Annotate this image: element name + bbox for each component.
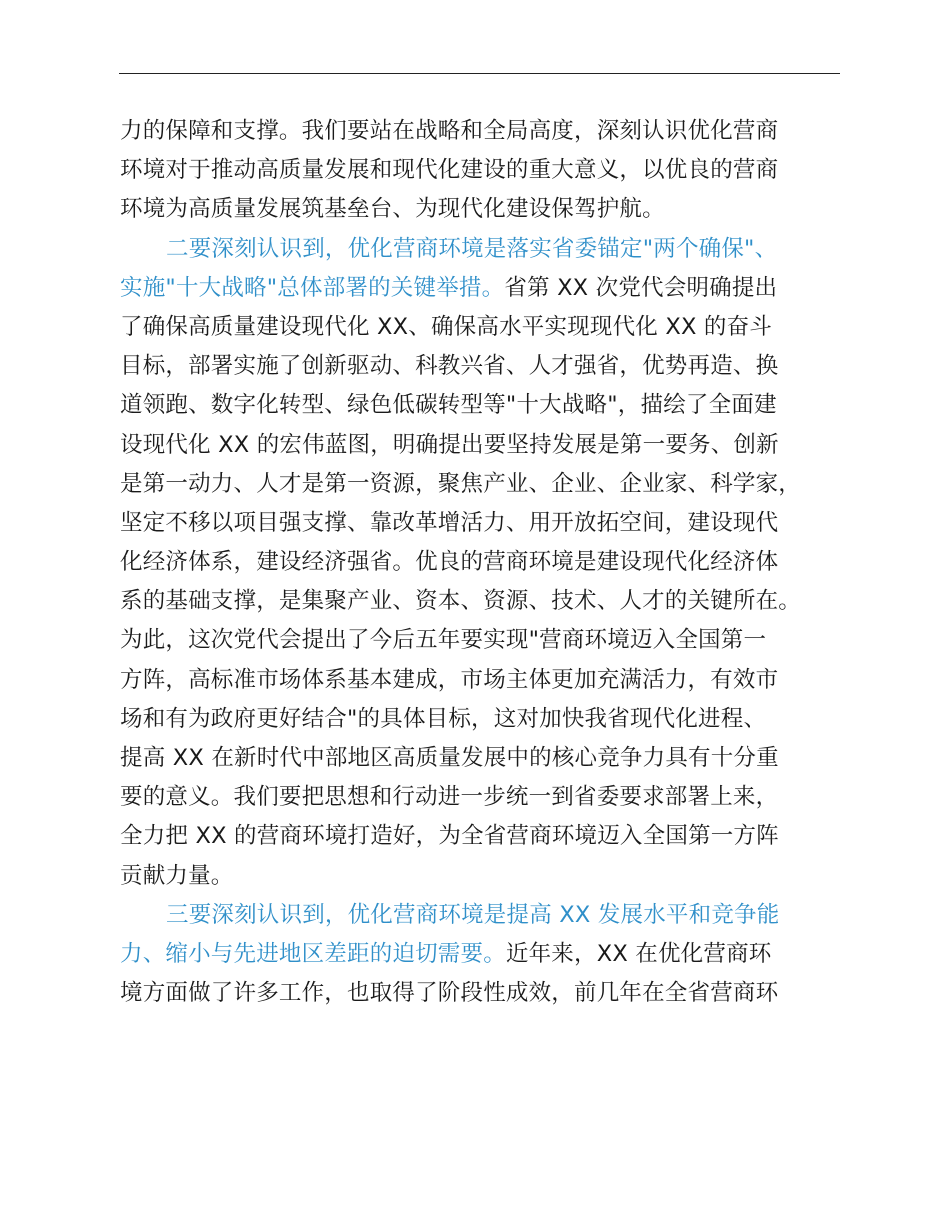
text-line	[120, 739, 840, 778]
text-line	[120, 190, 840, 229]
text-line	[120, 621, 840, 660]
body-text-segment: 力的保障和支撑。我们要站在战略和全局高度，深刻认识优化营商	[120, 118, 779, 144]
text-line	[120, 269, 840, 308]
body-text-segment: 场和有为政府更好结合"的具体目标，这对加快我省现代化进程、	[120, 705, 767, 732]
text-line	[120, 582, 840, 621]
body-text-segment: 近年来，XX 在优化营商环	[505, 940, 772, 967]
body-text-segment: 方阵，高标准市场体系基本建成，市场主体更加充满活力，有效市	[120, 666, 779, 693]
text-line	[120, 543, 840, 582]
body-text-segment: 贡献力量。	[120, 862, 234, 889]
text-line	[120, 230, 840, 269]
text-line	[120, 661, 840, 700]
text-line	[120, 778, 840, 817]
body-text-segment: 境方面做了许多工作，也取得了阶段性成效，前几年在全省营商环	[120, 980, 779, 1007]
text-line	[120, 857, 840, 896]
text-line	[120, 426, 840, 465]
text-line	[120, 935, 840, 974]
highlighted-heading-text: 实施"十大战略"总体部署的关键举措。	[120, 274, 505, 301]
body-text-segment: 系的基础支撑，是集聚产业、资本、资源、技术、人才的关键所在。	[120, 588, 802, 615]
text-line	[120, 974, 840, 1013]
body-text-segment: 省第 XX 次党代会明确提出	[504, 274, 778, 301]
body-text-segment: 道领跑、数字化转型、绿色低碳转型等"十大战略"，描绘了全面建	[120, 392, 777, 419]
text-line	[120, 112, 840, 151]
body-text-segment: 为此，这次党代会提出了今后五年要实现"营商环境迈入全国第一	[120, 627, 767, 654]
text-line	[120, 700, 840, 739]
text-line	[120, 504, 840, 543]
body-text-segment: 环境对于推动高质量发展和现代化建设的重大意义，以优良的营商	[120, 157, 779, 184]
body-text-segment: 环境为高质量发展筑基垒台、为现代化建设保驾护航。	[120, 196, 665, 223]
body-text-segment: 设现代化 XX 的宏伟蓝图，明确提出要坚持发展是第一要务、创新	[120, 431, 779, 458]
highlighted-heading-text: 力、缩小与先进地区差距的迫切需要。	[120, 940, 506, 967]
body-text-segment: 化经济体系，建设经济强省。优良的营商环境是建设现代化经济体	[120, 549, 779, 576]
body-text-segment: 是第一动力、人才是第一资源，聚焦产业、企业、企业家、科学家，	[120, 470, 802, 497]
body-text-segment: 目标，部署实施了创新驱动、科教兴省、人才强省，优势再造、换	[120, 353, 779, 380]
text-line	[120, 347, 840, 386]
text-line	[120, 151, 840, 190]
highlighted-heading-text: 三要深刻认识到，优化营商环境是提高 XX 发展水平和竞争能	[166, 901, 780, 928]
highlighted-heading-text: 二要深刻认识到，优化营商环境是落实省委锚定"两个确保"、	[166, 235, 778, 262]
text-line	[120, 386, 840, 425]
body-text-segment: 提高 XX 在新时代中部地区高质量发展中的核心竞争力具有十分重	[120, 745, 779, 771]
body-text-segment: 全力把 XX 的营商环境打造好，为全省营商环境迈入全国第一方阵	[120, 823, 779, 850]
header-rule	[119, 73, 840, 74]
body-text-segment: 坚定不移以项目强支撑、靠改革增活力、用开放拓空间，建设现代	[120, 509, 779, 536]
text-line	[120, 465, 840, 504]
body-text-segment: 了确保高质量建设现代化 XX、确保高水平实现现代化 XX 的奋斗	[120, 313, 773, 340]
body-text-segment: 要的意义。我们要把思想和行动进一步统一到省委要求部署上来，	[120, 784, 779, 811]
text-line	[120, 817, 840, 856]
body-text	[120, 112, 840, 1013]
text-line	[120, 896, 840, 935]
text-line	[120, 308, 840, 347]
